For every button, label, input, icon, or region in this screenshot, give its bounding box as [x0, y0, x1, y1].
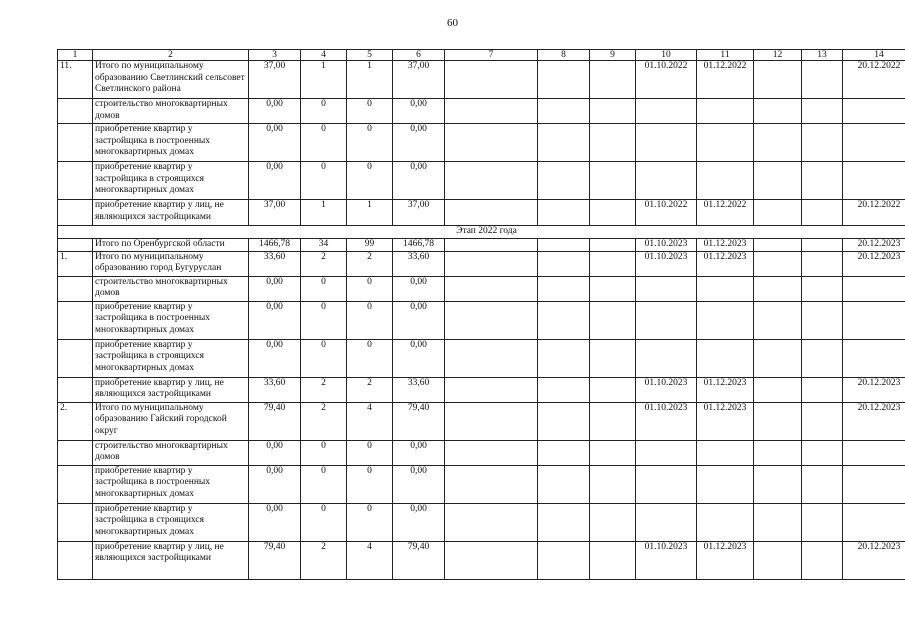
empty-cell	[590, 251, 636, 276]
count-cell: 1	[347, 61, 393, 99]
empty-cell	[538, 301, 590, 339]
empty-cell	[445, 440, 538, 465]
count-cell: 0	[301, 99, 347, 124]
date-cell	[636, 162, 697, 200]
row-number-cell	[58, 99, 93, 124]
row-name-cell: приобретение квартир у застройщика в строящихся многоквартирных домах	[93, 503, 249, 541]
empty-cell	[590, 465, 636, 503]
table-row	[58, 251, 905, 276]
column-number-row	[58, 50, 905, 61]
empty-cell	[754, 440, 802, 465]
empty-cell	[754, 276, 802, 301]
count-cell: 0	[347, 465, 393, 503]
count-cell: 0	[347, 99, 393, 124]
row-number-cell	[58, 276, 93, 301]
cost-cell: 0,00	[393, 124, 445, 162]
date-cell	[697, 339, 754, 377]
cost-cell: 0,00	[393, 162, 445, 200]
date-cell: 01.10.2023	[636, 402, 697, 440]
cost-cell: 0,00	[393, 339, 445, 377]
empty-cell	[538, 251, 590, 276]
empty-cell	[445, 301, 538, 339]
cost-cell: 0,00	[393, 440, 445, 465]
empty-cell	[590, 124, 636, 162]
empty-cell	[445, 541, 538, 579]
empty-cell	[802, 402, 843, 440]
date-cell: 01.10.2023	[636, 541, 697, 579]
row-number-cell	[58, 503, 93, 541]
count-cell: 0	[301, 465, 347, 503]
row-name-cell: строительство многоквартирных домов	[93, 99, 249, 124]
count-cell: 1	[347, 200, 393, 226]
date-cell	[843, 465, 905, 503]
column-number: 12	[754, 50, 802, 61]
row-name-cell: строительство многоквартирных домов	[93, 440, 249, 465]
empty-cell	[802, 200, 843, 226]
empty-cell	[802, 61, 843, 99]
empty-cell	[445, 402, 538, 440]
count-cell: 0	[301, 276, 347, 301]
empty-cell	[802, 503, 843, 541]
row-number-cell: 11.	[58, 61, 93, 99]
cost-cell: 0,00	[249, 99, 301, 124]
empty-cell	[754, 124, 802, 162]
empty-cell	[802, 440, 843, 465]
empty-cell	[590, 200, 636, 226]
date-cell	[843, 440, 905, 465]
row-name-cell: Итого по муниципальному образованию Светлинский сельсовет Светлинского района	[93, 61, 249, 99]
empty-cell	[590, 377, 636, 402]
column-number: 5	[347, 50, 393, 61]
empty-cell	[590, 276, 636, 301]
row-name-cell: приобретение квартир у лиц, не являющихся застройщиками	[93, 541, 249, 579]
empty-cell	[590, 440, 636, 465]
cost-cell: 0,00	[249, 276, 301, 301]
table-row	[58, 440, 905, 465]
page-number: 60	[447, 17, 458, 29]
date-cell: 01.10.2023	[636, 251, 697, 276]
date-cell	[843, 301, 905, 339]
empty-cell	[538, 541, 590, 579]
count-cell: 0	[301, 124, 347, 162]
count-cell: 0	[347, 503, 393, 541]
date-cell	[636, 276, 697, 301]
date-cell	[697, 276, 754, 301]
table-row	[58, 124, 905, 162]
date-cell	[636, 503, 697, 541]
empty-cell	[538, 276, 590, 301]
column-number: 3	[249, 50, 301, 61]
count-cell: 2	[301, 251, 347, 276]
count-cell: 34	[301, 238, 347, 251]
empty-cell	[445, 61, 538, 99]
row-name-cell: Итого по Оренбургской области	[93, 238, 249, 251]
empty-cell	[445, 99, 538, 124]
cost-cell: 0,00	[393, 503, 445, 541]
date-cell: 01.12.2023	[697, 377, 754, 402]
cost-cell: 1466,78	[393, 238, 445, 251]
cost-cell: 33,60	[249, 251, 301, 276]
count-cell: 99	[347, 238, 393, 251]
empty-cell	[445, 465, 538, 503]
date-cell	[843, 503, 905, 541]
table-row	[58, 541, 905, 579]
count-cell: 4	[347, 541, 393, 579]
count-cell: 0	[347, 162, 393, 200]
cost-cell: 0,00	[249, 503, 301, 541]
cost-cell: 0,00	[249, 339, 301, 377]
row-number-cell	[58, 124, 93, 162]
date-cell: 01.12.2023	[697, 251, 754, 276]
row-name-cell: строительство многоквартирных домов	[93, 276, 249, 301]
empty-cell	[802, 339, 843, 377]
date-cell	[697, 99, 754, 124]
cost-cell: 0,00	[249, 465, 301, 503]
empty-cell	[754, 238, 802, 251]
date-cell	[697, 503, 754, 541]
date-cell: 20.12.2023	[843, 251, 905, 276]
row-number-cell: 2.	[58, 402, 93, 440]
row-number-cell	[58, 377, 93, 402]
empty-cell	[754, 503, 802, 541]
empty-cell	[445, 377, 538, 402]
cost-cell: 79,40	[393, 541, 445, 579]
count-cell: 1	[301, 61, 347, 99]
cost-cell: 79,40	[249, 541, 301, 579]
empty-cell	[538, 377, 590, 402]
cost-cell: 37,00	[249, 200, 301, 226]
date-cell	[697, 162, 754, 200]
date-cell: 20.12.2023	[843, 377, 905, 402]
table-row	[58, 162, 905, 200]
table-body	[58, 50, 905, 580]
table-row	[58, 465, 905, 503]
row-name-cell: приобретение квартир у застройщика в строящихся многоквартирных домах	[93, 162, 249, 200]
empty-cell	[802, 465, 843, 503]
empty-cell	[590, 99, 636, 124]
date-cell: 20.12.2023	[843, 238, 905, 251]
row-number-cell	[58, 200, 93, 226]
empty-cell	[538, 402, 590, 440]
cost-cell: 0,00	[249, 124, 301, 162]
empty-cell	[802, 162, 843, 200]
empty-cell	[590, 162, 636, 200]
row-number-cell	[58, 339, 93, 377]
cost-cell: 0,00	[393, 276, 445, 301]
empty-cell	[538, 339, 590, 377]
cost-cell: 1466,78	[249, 238, 301, 251]
count-cell: 2	[301, 541, 347, 579]
empty-cell	[590, 61, 636, 99]
count-cell: 2	[301, 377, 347, 402]
table-row	[58, 301, 905, 339]
count-cell: 0	[347, 301, 393, 339]
row-name-cell: приобретение квартир у лиц, не являющихся застройщиками	[93, 200, 249, 226]
empty-cell	[538, 162, 590, 200]
stage-row	[58, 226, 905, 239]
date-cell: 01.10.2022	[636, 200, 697, 226]
cost-cell: 37,00	[393, 61, 445, 99]
count-cell: 0	[347, 124, 393, 162]
date-cell	[636, 99, 697, 124]
empty-cell	[754, 251, 802, 276]
row-name-cell: приобретение квартир у лиц, не являющихся застройщиками	[93, 377, 249, 402]
count-cell: 1	[301, 200, 347, 226]
row-name-cell: приобретение квартир у застройщика в построенных многоквартирных домах	[93, 465, 249, 503]
empty-cell	[754, 99, 802, 124]
stage-label: Этап 2022 года	[58, 226, 905, 239]
count-cell: 0	[301, 339, 347, 377]
count-cell: 2	[347, 377, 393, 402]
empty-cell	[445, 238, 538, 251]
date-cell	[636, 440, 697, 465]
empty-cell	[802, 541, 843, 579]
empty-cell	[754, 465, 802, 503]
empty-cell	[445, 339, 538, 377]
row-number-cell: 1.	[58, 251, 93, 276]
cost-cell: 33,60	[393, 251, 445, 276]
row-number-cell	[58, 465, 93, 503]
date-cell	[697, 440, 754, 465]
empty-cell	[754, 402, 802, 440]
date-cell	[843, 162, 905, 200]
column-number: 10	[636, 50, 697, 61]
column-number: 13	[802, 50, 843, 61]
empty-cell	[802, 238, 843, 251]
empty-cell	[802, 377, 843, 402]
row-number-cell	[58, 162, 93, 200]
cost-cell: 0,00	[393, 99, 445, 124]
empty-cell	[802, 276, 843, 301]
empty-cell	[538, 503, 590, 541]
cost-cell: 0,00	[249, 301, 301, 339]
column-number: 11	[697, 50, 754, 61]
table-row	[58, 339, 905, 377]
empty-cell	[445, 276, 538, 301]
data-table	[57, 49, 905, 580]
date-cell	[697, 124, 754, 162]
date-cell: 20.12.2023	[843, 541, 905, 579]
count-cell: 0	[347, 440, 393, 465]
empty-cell	[754, 162, 802, 200]
empty-cell	[445, 251, 538, 276]
cost-cell: 0,00	[249, 440, 301, 465]
empty-cell	[590, 339, 636, 377]
cost-cell: 33,60	[249, 377, 301, 402]
date-cell: 01.12.2023	[697, 238, 754, 251]
empty-cell	[590, 503, 636, 541]
date-cell	[843, 99, 905, 124]
date-cell: 01.12.2022	[697, 61, 754, 99]
table-row	[58, 402, 905, 440]
date-cell	[636, 124, 697, 162]
row-number-cell	[58, 440, 93, 465]
count-cell: 2	[301, 402, 347, 440]
count-cell: 0	[301, 503, 347, 541]
row-number-cell	[58, 541, 93, 579]
empty-cell	[538, 61, 590, 99]
table-row	[58, 99, 905, 124]
empty-cell	[445, 162, 538, 200]
cost-cell: 33,60	[393, 377, 445, 402]
empty-cell	[538, 440, 590, 465]
column-number: 4	[301, 50, 347, 61]
empty-cell	[538, 124, 590, 162]
empty-cell	[754, 200, 802, 226]
date-cell: 20.12.2023	[843, 402, 905, 440]
column-number: 8	[538, 50, 590, 61]
count-cell: 0	[301, 162, 347, 200]
empty-cell	[590, 402, 636, 440]
empty-cell	[590, 238, 636, 251]
empty-cell	[802, 251, 843, 276]
table-row	[58, 200, 905, 226]
empty-cell	[445, 503, 538, 541]
date-cell	[636, 301, 697, 339]
cost-cell: 0,00	[249, 162, 301, 200]
empty-cell	[754, 301, 802, 339]
date-cell	[697, 301, 754, 339]
empty-cell	[590, 541, 636, 579]
column-number: 7	[445, 50, 538, 61]
date-cell	[636, 465, 697, 503]
table-row	[58, 238, 905, 251]
table-row	[58, 276, 905, 301]
date-cell	[843, 276, 905, 301]
empty-cell	[802, 124, 843, 162]
empty-cell	[754, 377, 802, 402]
empty-cell	[538, 200, 590, 226]
cost-cell: 79,40	[249, 402, 301, 440]
row-number-cell	[58, 238, 93, 251]
row-name-cell: приобретение квартир у застройщика в построенных многоквартирных домах	[93, 301, 249, 339]
date-cell: 01.10.2023	[636, 238, 697, 251]
row-name-cell: приобретение квартир у застройщика в построенных многоквартирных домах	[93, 124, 249, 162]
empty-cell	[590, 301, 636, 339]
empty-cell	[802, 99, 843, 124]
count-cell: 0	[347, 339, 393, 377]
date-cell: 01.10.2023	[636, 377, 697, 402]
cost-cell: 0,00	[393, 465, 445, 503]
empty-cell	[445, 124, 538, 162]
row-name-cell: Итого по муниципальному образованию город Бугуруслан	[93, 251, 249, 276]
count-cell: 0	[301, 301, 347, 339]
date-cell: 01.12.2023	[697, 402, 754, 440]
count-cell: 2	[347, 251, 393, 276]
empty-cell	[754, 541, 802, 579]
date-cell	[843, 339, 905, 377]
row-name-cell: Итого по муниципальному образованию Гайский городской округ	[93, 402, 249, 440]
cost-cell: 79,40	[393, 402, 445, 440]
cost-cell: 37,00	[249, 61, 301, 99]
column-number: 2	[93, 50, 249, 61]
column-number: 1	[58, 50, 93, 61]
empty-cell	[754, 339, 802, 377]
empty-cell	[445, 200, 538, 226]
row-number-cell	[58, 301, 93, 339]
count-cell: 0	[301, 440, 347, 465]
table-row	[58, 377, 905, 402]
column-number: 14	[843, 50, 905, 61]
cost-cell: 37,00	[393, 200, 445, 226]
empty-cell	[538, 465, 590, 503]
empty-cell	[538, 99, 590, 124]
empty-cell	[754, 61, 802, 99]
date-cell: 20.12.2022	[843, 200, 905, 226]
empty-cell	[802, 301, 843, 339]
column-number: 9	[590, 50, 636, 61]
table-row	[58, 61, 905, 99]
cost-cell: 0,00	[393, 301, 445, 339]
count-cell: 4	[347, 402, 393, 440]
column-number: 6	[393, 50, 445, 61]
date-cell	[843, 124, 905, 162]
date-cell: 01.12.2023	[697, 541, 754, 579]
date-cell	[697, 465, 754, 503]
row-name-cell: приобретение квартир у застройщика в строящихся многоквартирных домах	[93, 339, 249, 377]
date-cell: 01.10.2022	[636, 61, 697, 99]
date-cell: 01.12.2022	[697, 200, 754, 226]
date-cell	[636, 339, 697, 377]
date-cell: 20.12.2022	[843, 61, 905, 99]
empty-cell	[538, 238, 590, 251]
table-row	[58, 503, 905, 541]
count-cell: 0	[347, 276, 393, 301]
